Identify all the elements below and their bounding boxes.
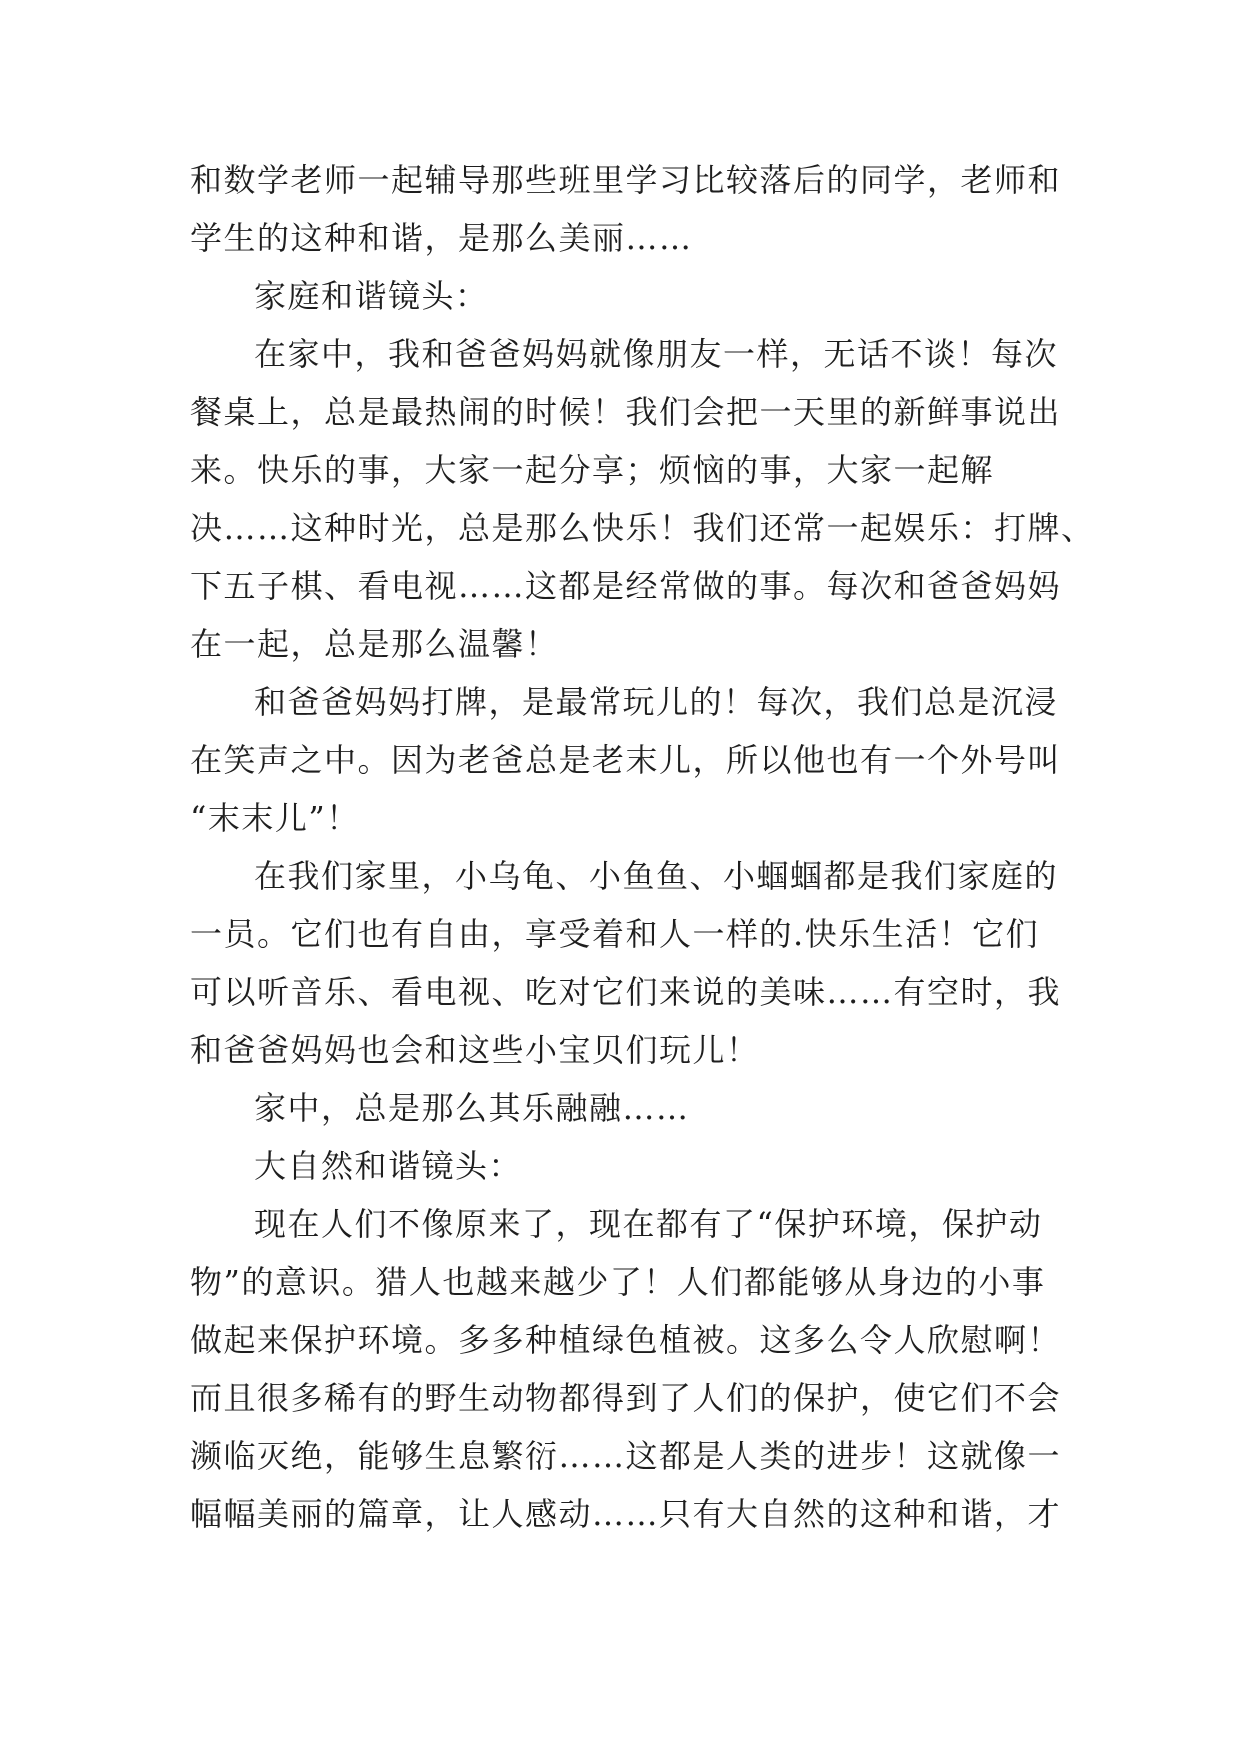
- text-line: 在我们家里，小乌龟、小鱼鱼、小蝈蝈都是我们家庭的: [254, 857, 1059, 895]
- text-line: 决……这种时光，总是那么快乐！我们还常一起娱乐：打牌、: [190, 509, 1095, 547]
- text-line: 物”的意识。猎人也越来越少了！人们都能够从身边的小事: [190, 1263, 1046, 1301]
- text-line: 在笑声之中。因为老爸总是老末儿，所以他也有一个外号叫: [190, 741, 1062, 779]
- text-line: 而且很多稀有的野生动物都得到了人们的保护，使它们不会: [190, 1379, 1062, 1417]
- text-line: 一员。它们也有自由，享受着和人一样的.快乐生活！它们: [190, 915, 1040, 953]
- text-line: 下五子棋、看电视……这都是经常做的事。每次和爸爸妈妈: [190, 567, 1062, 605]
- text-line: 可以听音乐、看电视、吃对它们来说的美味……有空时，我: [190, 973, 1062, 1011]
- text-line: “末末儿”！: [190, 799, 360, 837]
- text-line: 濒临灭绝，能够生息繁衍……这都是人类的进步！这就像一: [190, 1437, 1062, 1475]
- text-line: 现在人们不像原来了，现在都有了“保护环境，保护动: [254, 1205, 1043, 1243]
- text-line: 和爸爸妈妈也会和这些小宝贝们玩儿！: [190, 1031, 760, 1069]
- section-heading-nature: 大自然和谐镜头：: [254, 1147, 523, 1185]
- text-line: 餐桌上，总是最热闹的时候！我们会把一天里的新鲜事说出: [190, 393, 1062, 431]
- text-line: 做起来保护环境。多多种植绿色植被。这多么令人欣慰啊！: [190, 1321, 1062, 1359]
- text-line: 来。快乐的事，大家一起分享；烦恼的事，大家一起解: [190, 451, 995, 489]
- text-line: 在家中，我和爸爸妈妈就像朋友一样，无话不谈！每次: [254, 335, 1059, 373]
- text-line: 幅幅美丽的篇章，让人感动……只有大自然的这种和谐，才: [190, 1495, 1062, 1533]
- text-line: 和数学老师一起辅导那些班里学习比较落后的同学，老师和: [190, 161, 1062, 199]
- text-line: 家中，总是那么其乐融融……: [254, 1089, 690, 1127]
- text-line: 和爸爸妈妈打牌，是最常玩儿的！每次，我们总是沉浸: [254, 683, 1059, 721]
- text-line: 在一起，总是那么温馨！: [190, 625, 559, 663]
- section-heading-family: 家庭和谐镜头：: [254, 277, 489, 315]
- text-line: 学生的这种和谐，是那么美丽……: [190, 219, 693, 257]
